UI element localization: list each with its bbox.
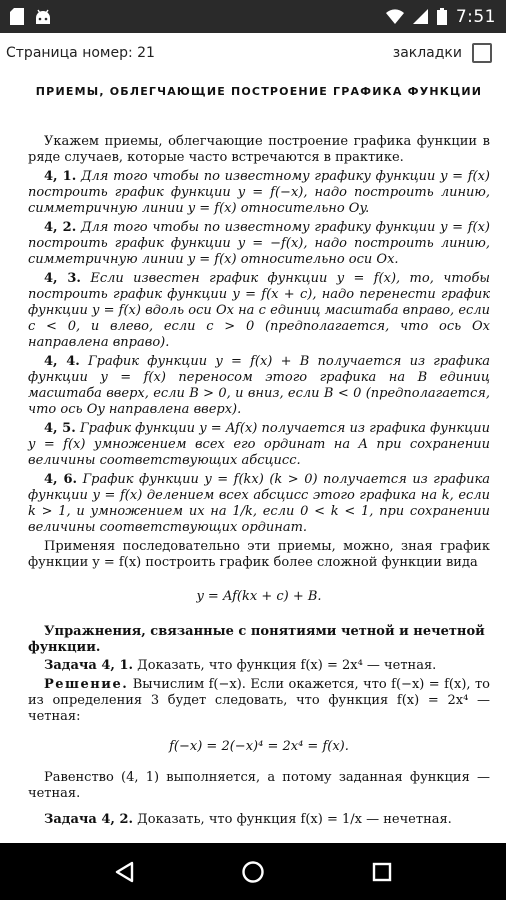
signal-icon <box>413 9 428 24</box>
rule-4-2 <box>28 220 490 268</box>
rule-4-2-text: Для того чтобы по известному графику функции y = f(x) построить график функции y = −f(x), надо построить линию, симметричную линии y = f(x) относительно оси Ox. <box>28 220 491 267</box>
rule-4-6-text: График функции y = f(kx) (k > 0) получается из графика функции y = f(x) делением всех абсцисс этого графика на k, если k > 1, и умножением их на 1/k, если 0 < k < 1, при сохранении величины соответствующих ординат. <box>28 472 490 535</box>
rule-4-1-number: 4, 1. <box>44 169 77 184</box>
back-icon[interactable] <box>104 852 144 892</box>
solution-label: Решение. <box>44 677 129 692</box>
intro-paragraph: Укажем приемы, облегчающие построение графика функции в ряде случаев, которые часто встречаются в практике. <box>28 134 490 165</box>
solution <box>28 677 490 725</box>
rule-4-5 <box>28 421 490 469</box>
android-icon <box>34 9 52 25</box>
rule-4-5-number: 4, 5. <box>44 421 76 436</box>
bookmarks-toggle[interactable] <box>393 43 492 63</box>
task-4-1-text: Доказать, что функция f(x) = 2x⁴ — четная. <box>137 658 437 673</box>
main-formula: y = Af(kx + c) + B. <box>196 589 322 604</box>
task-4-1 <box>28 658 490 674</box>
solution-text: Вычислим f(−x). Если окажется, что f(−x) = f(x), то из определения 3 будет следовать, что функция f(x) = 2x⁴ — четная: <box>28 677 490 724</box>
task-4-1-label: Задача 4, 1. <box>44 658 134 673</box>
task-4-2-label: Задача 4, 2. <box>44 812 134 827</box>
home-icon[interactable] <box>233 852 273 892</box>
rule-4-4-text: График функции y = f(x) + B получается из графика функции y = f(x) переносом этого графика на B единиц масштаба вверх, если B > 0, и вниз, если B < 0 (предполагается, что ось Oy направлена вверх). <box>28 354 490 417</box>
page-number-label: Страница номер: 21 <box>6 45 155 61</box>
rule-4-6-number: 4, 6. <box>44 472 78 487</box>
rule-4-3-number: 4, 3. <box>44 271 81 286</box>
wifi-icon <box>386 9 404 24</box>
task-4-2 <box>28 812 490 828</box>
battery-icon <box>437 8 447 25</box>
rule-4-1-text: Для того чтобы по известному графику функции y = f(x) построить график функции y = f(−x), надо построить линию, симметричную линии y = f(x) относительно Oy. <box>28 169 491 216</box>
recents-icon[interactable] <box>362 852 402 892</box>
conclusion-paragraph: Равенство (4, 1) выполняется, а потому заданная функция — четная. <box>28 770 490 801</box>
status-bar <box>0 0 506 33</box>
rule-4-4-number: 4, 4. <box>44 354 80 369</box>
task-4-2-text: Доказать, что функция f(x) = 1/x — нечетная. <box>137 812 452 827</box>
rule-4-2-number: 4, 2. <box>44 220 77 235</box>
bookmarks-label: закладки <box>392 45 462 61</box>
rule-4-4 <box>28 354 490 418</box>
book-page[interactable] <box>0 73 506 843</box>
rule-4-6 <box>28 472 490 536</box>
rule-4-3 <box>28 271 490 351</box>
sd-card-icon <box>10 8 24 25</box>
bookmark-checkbox[interactable] <box>472 43 492 63</box>
app-bar <box>0 33 506 73</box>
navigation-bar <box>0 843 506 900</box>
rule-4-5-text: График функции y = Af(x) получается из графика функции y = f(x) умножением всех его ординат на A при сохранении величины соответствующих абсцисс. <box>28 421 490 468</box>
exercises-title: Упражнения, связанные с понятиями четной и нечетной функции. <box>28 624 485 655</box>
rule-4-1 <box>28 169 490 217</box>
page-heading: ПРИЕМЫ, ОБЛЕГЧАЮЩИЕ ПОСТРОЕНИЕ ГРАФИКА ФУНКЦИИ <box>35 85 483 98</box>
solution-formula: f(−x) = 2(−x)⁴ = 2x⁴ = f(x). <box>169 739 349 754</box>
rule-4-3-text: Если известен график функции y = f(x), то, чтобы построить график функции y = f(x + c), надо перенести график функции y = f(x) вдоль оси Ox на c единиц масштаба вправо, если c < 0, и влево, если c > 0 (предполагается, что ось Ox направлена вправо). <box>28 271 491 350</box>
clock: 7:51 <box>455 6 496 27</box>
summary-paragraph: Применяя последовательно эти приемы, можно, зная график функции y = f(x) построить график более сложной функции вида <box>28 539 490 570</box>
